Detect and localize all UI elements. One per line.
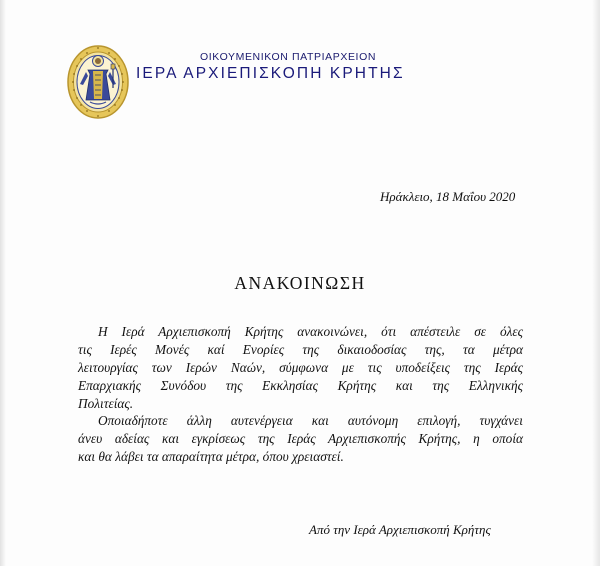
paragraph-1-line: Επαρχιακής Συνόδου της Εκκλησίας Κρήτης και της Ελληνικής <box>78 378 523 393</box>
paragraph-2-line: Οποιαδήποτε άλλη αυτενέργεια και αυτόνομη επιλογή, τυγχάνει <box>98 413 523 428</box>
letterhead-archdiocese: ΙΕΡΑ ΑΡΧΙΕΠΙΣΚΟΠΗ ΚΡΗΤΗΣ <box>136 65 405 82</box>
signature-line: Από την Ιερά Αρχιεπισκοπή Κρήτης <box>309 522 491 537</box>
archdiocese-seal-icon <box>66 44 130 120</box>
paragraph-1-line: Η Ιερά Αρχιεπισκοπή Κρήτης ανακοινώνει, ότι απέστειλε σε όλες <box>98 324 523 339</box>
letterhead-patriarchate: ΟΙΚΟΥΜΕΝΙΚΟΝ ΠΑΤΡΙΑΡΧΕΙΟΝ <box>200 51 377 63</box>
document-title: ΑΝΑΚΟΙΝΩΣΗ <box>234 273 366 293</box>
announcement-paragraph-2 <box>78 412 523 466</box>
paragraph-1-line: τις Ιερές Μονές καί Ενορίες της δικαιοδοσίας της, τα μέτρα <box>78 342 523 357</box>
paragraph-1-line: λειτουργίας των Ιερών Ναών, σύμφωνα με τις υποδείξεις της Ιεράς <box>78 360 523 375</box>
document-date: Ηράκλειο, 18 Μαΐου 2020 <box>380 189 516 204</box>
paragraph-2-line: άνευ αδείας και εγκρίσεως της Ιεράς Αρχιεπισκοπής Κρήτης, η οποία <box>78 431 523 446</box>
paragraph-2-line: και θα λάβει τα απαραίτητα μέτρα, όπου χρειαστεί. <box>78 449 344 464</box>
announcement-paragraph-1 <box>78 323 523 413</box>
paragraph-1-line: Πολιτείας. <box>78 396 134 411</box>
